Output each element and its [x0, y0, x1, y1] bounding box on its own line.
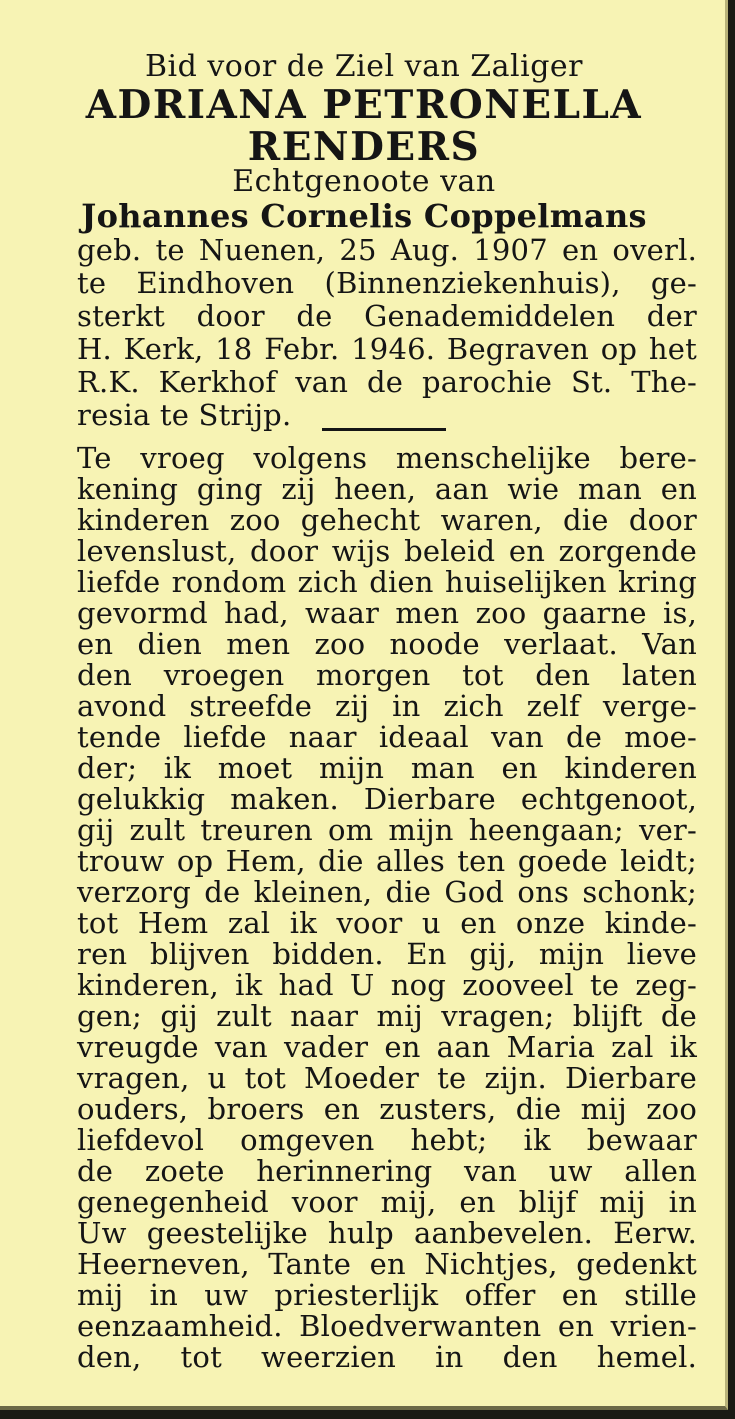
spouse-title: Echtgenoote van — [232, 164, 496, 199]
memorial-text-line: en dien men zoo noode verlaat. Van — [77, 627, 697, 661]
memorial-text-line: Te vroeg volgens menschelijke bere- — [77, 441, 697, 475]
memorial-text-line: gij zult treuren om mijn heengaan; ver- — [77, 813, 697, 847]
memorial-text-line: Uw geestelijke hulp aanbevelen. Eerw. — [77, 1216, 697, 1250]
memorial-text-line: den, tot weerzien in den hemel. — [77, 1340, 697, 1374]
memorial-text-line: liefde rondom zich dien huiselijken kring — [77, 565, 697, 599]
memorial-text-line: avond streefde zij in zich zelf verge- — [77, 689, 697, 723]
memorial-text-line: gevormd had, waar men zoo gaarne is, — [77, 596, 697, 630]
memorial-text-line: kening ging zij heen, aan wie man en — [77, 472, 697, 506]
prayer-heading: Bid voor de Ziel van Zaliger — [144, 49, 584, 84]
memorial-text-line: eenzaamheid. Bloedverwanten en vrien- — [77, 1309, 697, 1343]
memorial-text-line: tende liefde naar ideaal van de moe- — [77, 720, 697, 754]
memorial-text-line: liefdevol omgeven hebt; ik bewaar — [77, 1123, 697, 1157]
deceased-name-line-1: ADRIANA PETRONELLA — [85, 82, 643, 128]
biography-line: geb. te Nuenen, 25 Aug. 1907 en overl. — [77, 233, 697, 267]
biography-line: sterkt door de Genademiddelen der — [77, 299, 697, 333]
memorial-text-line: ouders, broers en zusters, die mij zoo — [77, 1092, 697, 1126]
memorial-text-line: vreugde van vader en aan Maria zal ik — [77, 1030, 697, 1064]
memorial-text-line: tot Hem zal ik voor u en onze kinde- — [77, 906, 697, 940]
memorial-text-line: kinderen, ik had U nog zooveel te zeg- — [77, 968, 697, 1002]
memorial-text-line: kinderen zoo gehecht waren, die door — [77, 503, 697, 537]
memorial-text-line: gelukkig maken. Dierbare echtgenoot, — [77, 782, 697, 816]
memorial-text-line: gen; gij zult naar mij vragen; blijft de — [77, 999, 697, 1033]
memorial-text-line: den vroegen morgen tot den laten — [77, 658, 697, 692]
memorial-text-line: ren blijven bidden. En gij, mijn lieve — [77, 937, 697, 971]
deceased-name-line-2: RENDERS — [247, 124, 481, 170]
biography-line: H. Kerk, 18 Febr. 1946. Begraven op het — [77, 332, 697, 366]
divider-rule — [322, 428, 446, 431]
memorial-text-line: vragen, u tot Moeder te zijn. Dierbare — [77, 1061, 697, 1095]
biography-line: resia te Strijp. — [77, 398, 292, 432]
memorial-text-line: trouw op Hem, die alles ten goede leidt; — [77, 844, 697, 878]
memorial-text-line: mij in uw priesterlijk offer en stille — [77, 1278, 697, 1312]
spouse-name: Johannes Cornelis Coppelmans — [81, 197, 647, 235]
memorial-text-line: genegenheid voor mij, en blijf mij in — [77, 1185, 697, 1219]
biography-line: te Eindhoven (Binnenziekenhuis), ge- — [77, 266, 697, 300]
biography-line: R.K. Kerkhof van de parochie St. The- — [77, 365, 697, 399]
memorial-text-line: levenslust, door wijs beleid en zorgende — [77, 534, 697, 568]
memorial-text-line: de zoete herinnering van uw allen — [77, 1154, 697, 1188]
memorial-text-line: der; ik moet mijn man en kinderen — [77, 751, 697, 785]
memorial-text-line: Heerneven, Tante en Nichtjes, gedenkt — [77, 1247, 697, 1281]
memorial-text-line: verzorg de kleinen, die God ons schonk; — [77, 875, 697, 909]
